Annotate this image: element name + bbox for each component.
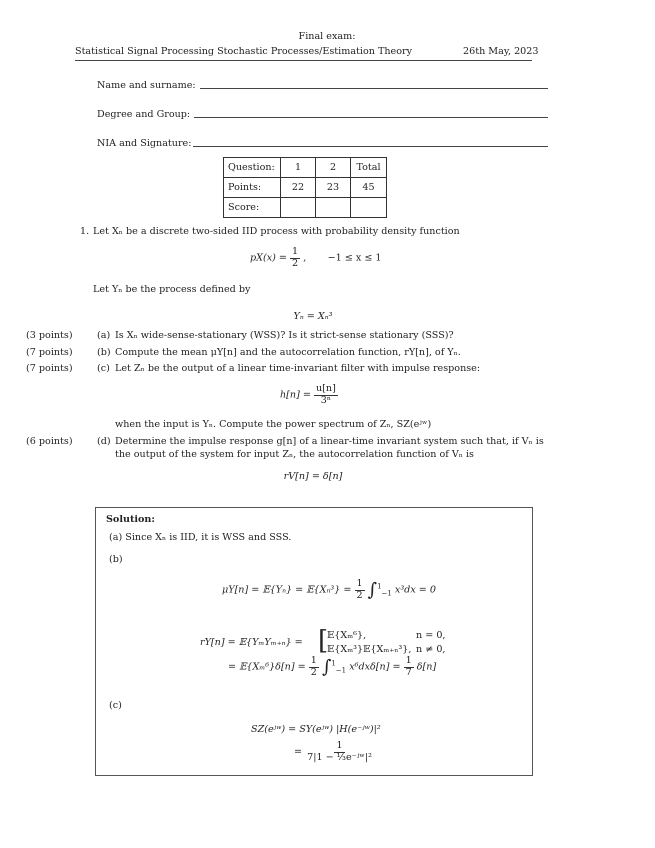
integral-upper: 1 bbox=[377, 582, 382, 591]
fraction bbox=[404, 656, 414, 678]
course-name: Statistical Signal Processing Stochastic Processes/Estimation Theory bbox=[75, 46, 413, 57]
part-d-label: (d) bbox=[97, 436, 111, 447]
table-row bbox=[224, 198, 387, 218]
integral-upper: 1 bbox=[331, 659, 336, 668]
table-cell: 22 bbox=[281, 178, 316, 198]
solution-c-label: (c) bbox=[109, 700, 122, 711]
table-cell: 1 bbox=[281, 158, 316, 178]
numerator: 1 bbox=[356, 578, 363, 589]
part-b-label: (b) bbox=[97, 347, 111, 358]
part-d-text: Determine the impulse response g[n] of a linear-time invariant system such that, if Vₙ is bbox=[115, 436, 544, 447]
equals-sign: = bbox=[294, 746, 303, 758]
fraction bbox=[305, 741, 374, 763]
integral-sign: ∫ bbox=[321, 656, 332, 678]
denominator: 2 bbox=[310, 666, 317, 678]
part-c-after: when the input is Yₙ. Compute the power spectrum of Zₙ, SZ(eʲʷ) bbox=[115, 419, 432, 430]
table-cell: Points: bbox=[224, 178, 281, 198]
equation-text: Yₙ = Xₙ³ bbox=[293, 311, 333, 322]
integral-lower: −1 bbox=[381, 589, 392, 598]
denominator: 7 bbox=[405, 666, 412, 678]
denominator: 7|1 − ⅓e⁻ʲʷ|² bbox=[307, 751, 372, 763]
header-rule bbox=[75, 60, 532, 61]
fraction bbox=[290, 247, 300, 269]
exam-date: 26th May, 2023 bbox=[463, 46, 539, 57]
degree-field[interactable] bbox=[194, 117, 548, 118]
nia-signature-field[interactable] bbox=[193, 146, 548, 147]
equation-text: = 𝔼{Xₘ⁶}δ[n] = bbox=[228, 661, 306, 673]
case-bracket: [ bbox=[318, 626, 329, 656]
solution-a: (a) Since Xₙ is IID, it is WSS and SSS. bbox=[109, 532, 292, 543]
equation-text: x⁶dxδ[n] = bbox=[349, 661, 401, 673]
integral-lower: −1 bbox=[335, 666, 347, 675]
score-cell[interactable] bbox=[281, 198, 316, 218]
equation-text: , −1 ≤ x ≤ 1 bbox=[303, 252, 382, 264]
h-equation bbox=[280, 384, 338, 406]
part-a-text: Is Xₙ wide-sense-stationary (WSS)? Is it strict-sense stationary (SSS)? bbox=[115, 330, 454, 341]
denominator: 3ⁿ bbox=[320, 394, 332, 406]
ry-case-2-cond: n ≠ 0, bbox=[416, 644, 446, 655]
equation-text: μY[n] = 𝔼{Yₙ} = 𝔼{Xₙ³} = bbox=[222, 584, 352, 596]
nia-label: NIA and Signature: bbox=[97, 138, 192, 149]
solution-heading: Solution: bbox=[106, 514, 155, 525]
equation-text: rY[n] = 𝔼{YₘYₘ₊ₙ} = bbox=[200, 637, 303, 648]
table-cell: Total bbox=[351, 158, 387, 178]
table-cell: Question: bbox=[224, 158, 281, 178]
score-cell[interactable] bbox=[316, 198, 351, 218]
denominator: 2 bbox=[292, 257, 299, 269]
numerator: 1 bbox=[336, 740, 343, 751]
numerator: u[n] bbox=[316, 383, 336, 394]
numerator: 1 bbox=[292, 246, 299, 257]
exam-title: Final exam: bbox=[298, 31, 356, 42]
numerator: 1 bbox=[405, 655, 412, 666]
equation-text: δ[n] bbox=[416, 661, 437, 673]
ry-case-1-cond: n = 0, bbox=[416, 630, 446, 641]
solution-b-label: (b) bbox=[109, 554, 123, 565]
name-field[interactable] bbox=[200, 88, 548, 89]
equation-text: rV[n] = δ[n] bbox=[283, 471, 343, 482]
ry-lhs bbox=[200, 637, 303, 648]
problem-intro: Let Xₙ be a discrete two-sided IID process with probability density function bbox=[93, 226, 460, 237]
table-cell: Score: bbox=[224, 198, 281, 218]
points-a: (3 points) bbox=[26, 330, 73, 341]
ry-case-1: 𝔼{Xₘ⁶}, bbox=[327, 630, 367, 641]
part-a-label: (a) bbox=[97, 330, 111, 341]
points-table bbox=[223, 157, 387, 218]
points-d: (6 points) bbox=[26, 436, 73, 447]
equation-text: SZ(eʲʷ) = SY(eʲʷ) |H(e⁻ʲʷ)|² bbox=[251, 724, 381, 735]
fraction bbox=[355, 579, 365, 601]
points-c: (7 points) bbox=[26, 363, 73, 374]
ry-case-2: 𝔼{Xₘ³}𝔼{Xₘ₊ₙ³}, bbox=[327, 644, 412, 655]
solution-box bbox=[95, 507, 533, 776]
ry-line-2 bbox=[228, 656, 436, 678]
score-cell[interactable] bbox=[351, 198, 387, 218]
part-b-text: Compute the mean μY[n] and the autocorrelation function, rY[n], of Yₙ. bbox=[115, 347, 461, 358]
fraction bbox=[309, 656, 319, 678]
part-c-label: (c) bbox=[97, 363, 110, 374]
equation-text: x³dx = 0 bbox=[394, 584, 436, 596]
sz-line-2 bbox=[294, 741, 374, 763]
equation-text: h[n] = bbox=[280, 389, 311, 401]
degree-label: Degree and Group: bbox=[97, 109, 191, 120]
name-label: Name and surname: bbox=[97, 80, 196, 91]
sz-line-1 bbox=[251, 724, 381, 735]
pdf-equation bbox=[250, 247, 382, 269]
part-d-text-2: the output of the system for input Zₙ, the autocorrelation function of Vₙ is bbox=[115, 449, 474, 460]
part-c-text: Let Zₙ be the output of a linear time-invariant filter with impulse response: bbox=[115, 363, 481, 374]
table-cell: 45 bbox=[351, 178, 387, 198]
fraction bbox=[314, 384, 338, 406]
table-cell: 23 bbox=[316, 178, 351, 198]
table-row bbox=[224, 178, 387, 198]
let-y-text: Let Yₙ be the process defined by bbox=[93, 284, 251, 295]
problem-number: 1. bbox=[80, 226, 90, 237]
equation-text: pX(x) = bbox=[250, 252, 287, 264]
table-cell: 2 bbox=[316, 158, 351, 178]
table-row bbox=[224, 158, 387, 178]
numerator: 1 bbox=[310, 655, 317, 666]
denominator: 2 bbox=[356, 589, 363, 601]
integral-sign: ∫ bbox=[367, 579, 378, 601]
y-definition bbox=[294, 311, 333, 322]
rv-equation bbox=[284, 471, 343, 482]
points-b: (7 points) bbox=[26, 347, 73, 358]
solution-title bbox=[106, 514, 155, 525]
mu-equation bbox=[222, 579, 436, 601]
